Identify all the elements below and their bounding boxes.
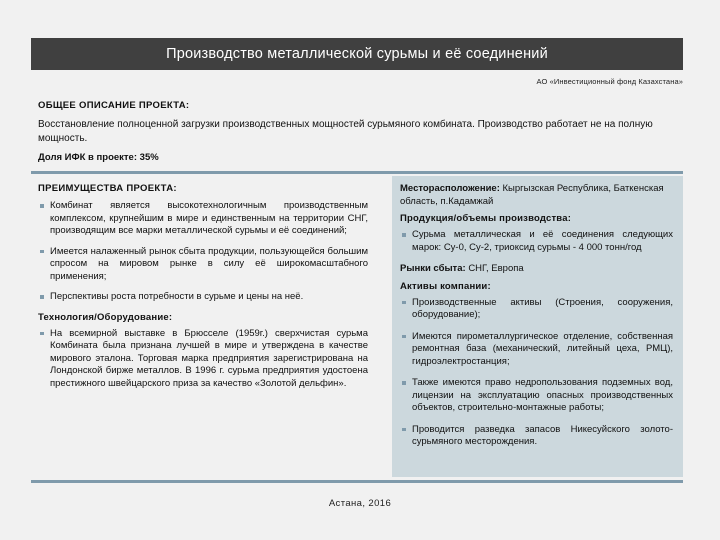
advantages-list	[38, 200, 368, 304]
location-label: Месторасположение:	[400, 183, 500, 194]
square-bullet-icon	[402, 233, 406, 237]
list-item	[38, 246, 368, 284]
markets-line	[400, 263, 673, 276]
divider-bottom	[31, 480, 683, 483]
general-description-body: Восстановление полноценной загрузки производственных мощностей сурьмяного комбината. Производство работает не на полную мощность.	[38, 119, 653, 144]
square-bullet-icon	[40, 295, 44, 299]
list-item-text: Проводится разведка запасов Никесуйского золото-сурьмяного месторождения.	[412, 423, 673, 447]
assets-heading: Активы компании:	[400, 280, 491, 292]
location-line	[400, 183, 673, 208]
organization-label: АО «Инвестиционный фонд Казахстана»	[536, 77, 683, 86]
page-title: Производство металлической сурьмы и её соединений	[166, 46, 548, 62]
square-bullet-icon	[40, 332, 44, 336]
divider-top	[31, 171, 683, 174]
list-item	[400, 229, 673, 254]
advantages-heading: ПРЕИМУЩЕСТВА ПРОЕКТА:	[38, 183, 177, 194]
list-item-text: Имеются пирометаллургическое отделение, собственная ремонтная база (механический, литейный цеха, РМЦ), гидроэлектростанция;	[412, 330, 673, 367]
list-item	[38, 328, 368, 391]
list-item	[400, 297, 673, 322]
location-value: Кыргызская Республика, Баткенская область, п.Кадамжай	[400, 183, 664, 207]
list-item	[400, 331, 673, 369]
assets-list	[400, 297, 673, 449]
left-column	[38, 183, 368, 390]
list-item-text: Производственные активы (Строения, сооружения, оборудование);	[412, 296, 673, 320]
list-item	[38, 291, 368, 304]
technology-heading: Технология/Оборудование:	[38, 311, 173, 323]
square-bullet-icon	[40, 204, 44, 208]
square-bullet-icon	[402, 301, 406, 305]
ifk-share-label: Доля ИФК в проекте:	[38, 152, 138, 163]
list-item	[400, 424, 673, 449]
list-item	[400, 377, 673, 415]
square-bullet-icon	[402, 381, 406, 385]
ifk-share-line	[38, 152, 159, 163]
list-item-text: Сурьма металлическая и её соединения следующих марок: Су-0, Су-2, триоксид сурьмы - 4 000 тонн/год	[412, 229, 673, 253]
list-item	[38, 200, 368, 238]
square-bullet-icon	[402, 428, 406, 432]
production-list	[400, 229, 673, 254]
markets-label: Рынки сбыта:	[400, 263, 466, 274]
square-bullet-icon	[40, 250, 44, 254]
list-item-text: Имеется налаженный рынок сбыта продукции, пользующейся большим спросом на мировом рынке в силу её широкомасштабного применения;	[50, 245, 368, 282]
technology-list	[38, 328, 368, 391]
ifk-share-value: 35%	[139, 152, 159, 163]
list-item-text: Также имеются право недропользования подземных вод, лицензии на эксплуатацию опасных производственных объектов, строительно-монтажные работы;	[412, 377, 673, 413]
right-info-panel	[392, 176, 683, 477]
slide-title-bar	[31, 38, 683, 70]
markets-value: СНГ, Европа	[468, 263, 524, 274]
production-heading: Продукция/объемы производства:	[400, 213, 572, 224]
square-bullet-icon	[402, 335, 406, 339]
list-item-text: Перспективы роста потребности в сурьме и цены на неё.	[50, 291, 304, 302]
footer-location-year: Астана, 2016	[328, 498, 392, 509]
general-description-heading: ОБЩЕЕ ОПИСАНИЕ ПРОЕКТА:	[38, 100, 190, 111]
list-item-text: На всемирной выставке в Брюсселе (1959г.) сверхчистая сурьма Комбината была признана лучшей в мире и утверждена в качестве мирового эталона. Торговая марка предприятия зарегистрирована на Лондонской бирже металлов. В 1996 г. сурьма предприятия удостоена престижного швейцарского приза за качество «Золотой дельфин».	[50, 327, 368, 389]
list-item-text: Комбинат является высокотехнологичным производственным комплексом, крупнейшим в мире и единственным на территории СНГ, производящим все марки металлической сурьмы и её соединений;	[50, 200, 368, 236]
